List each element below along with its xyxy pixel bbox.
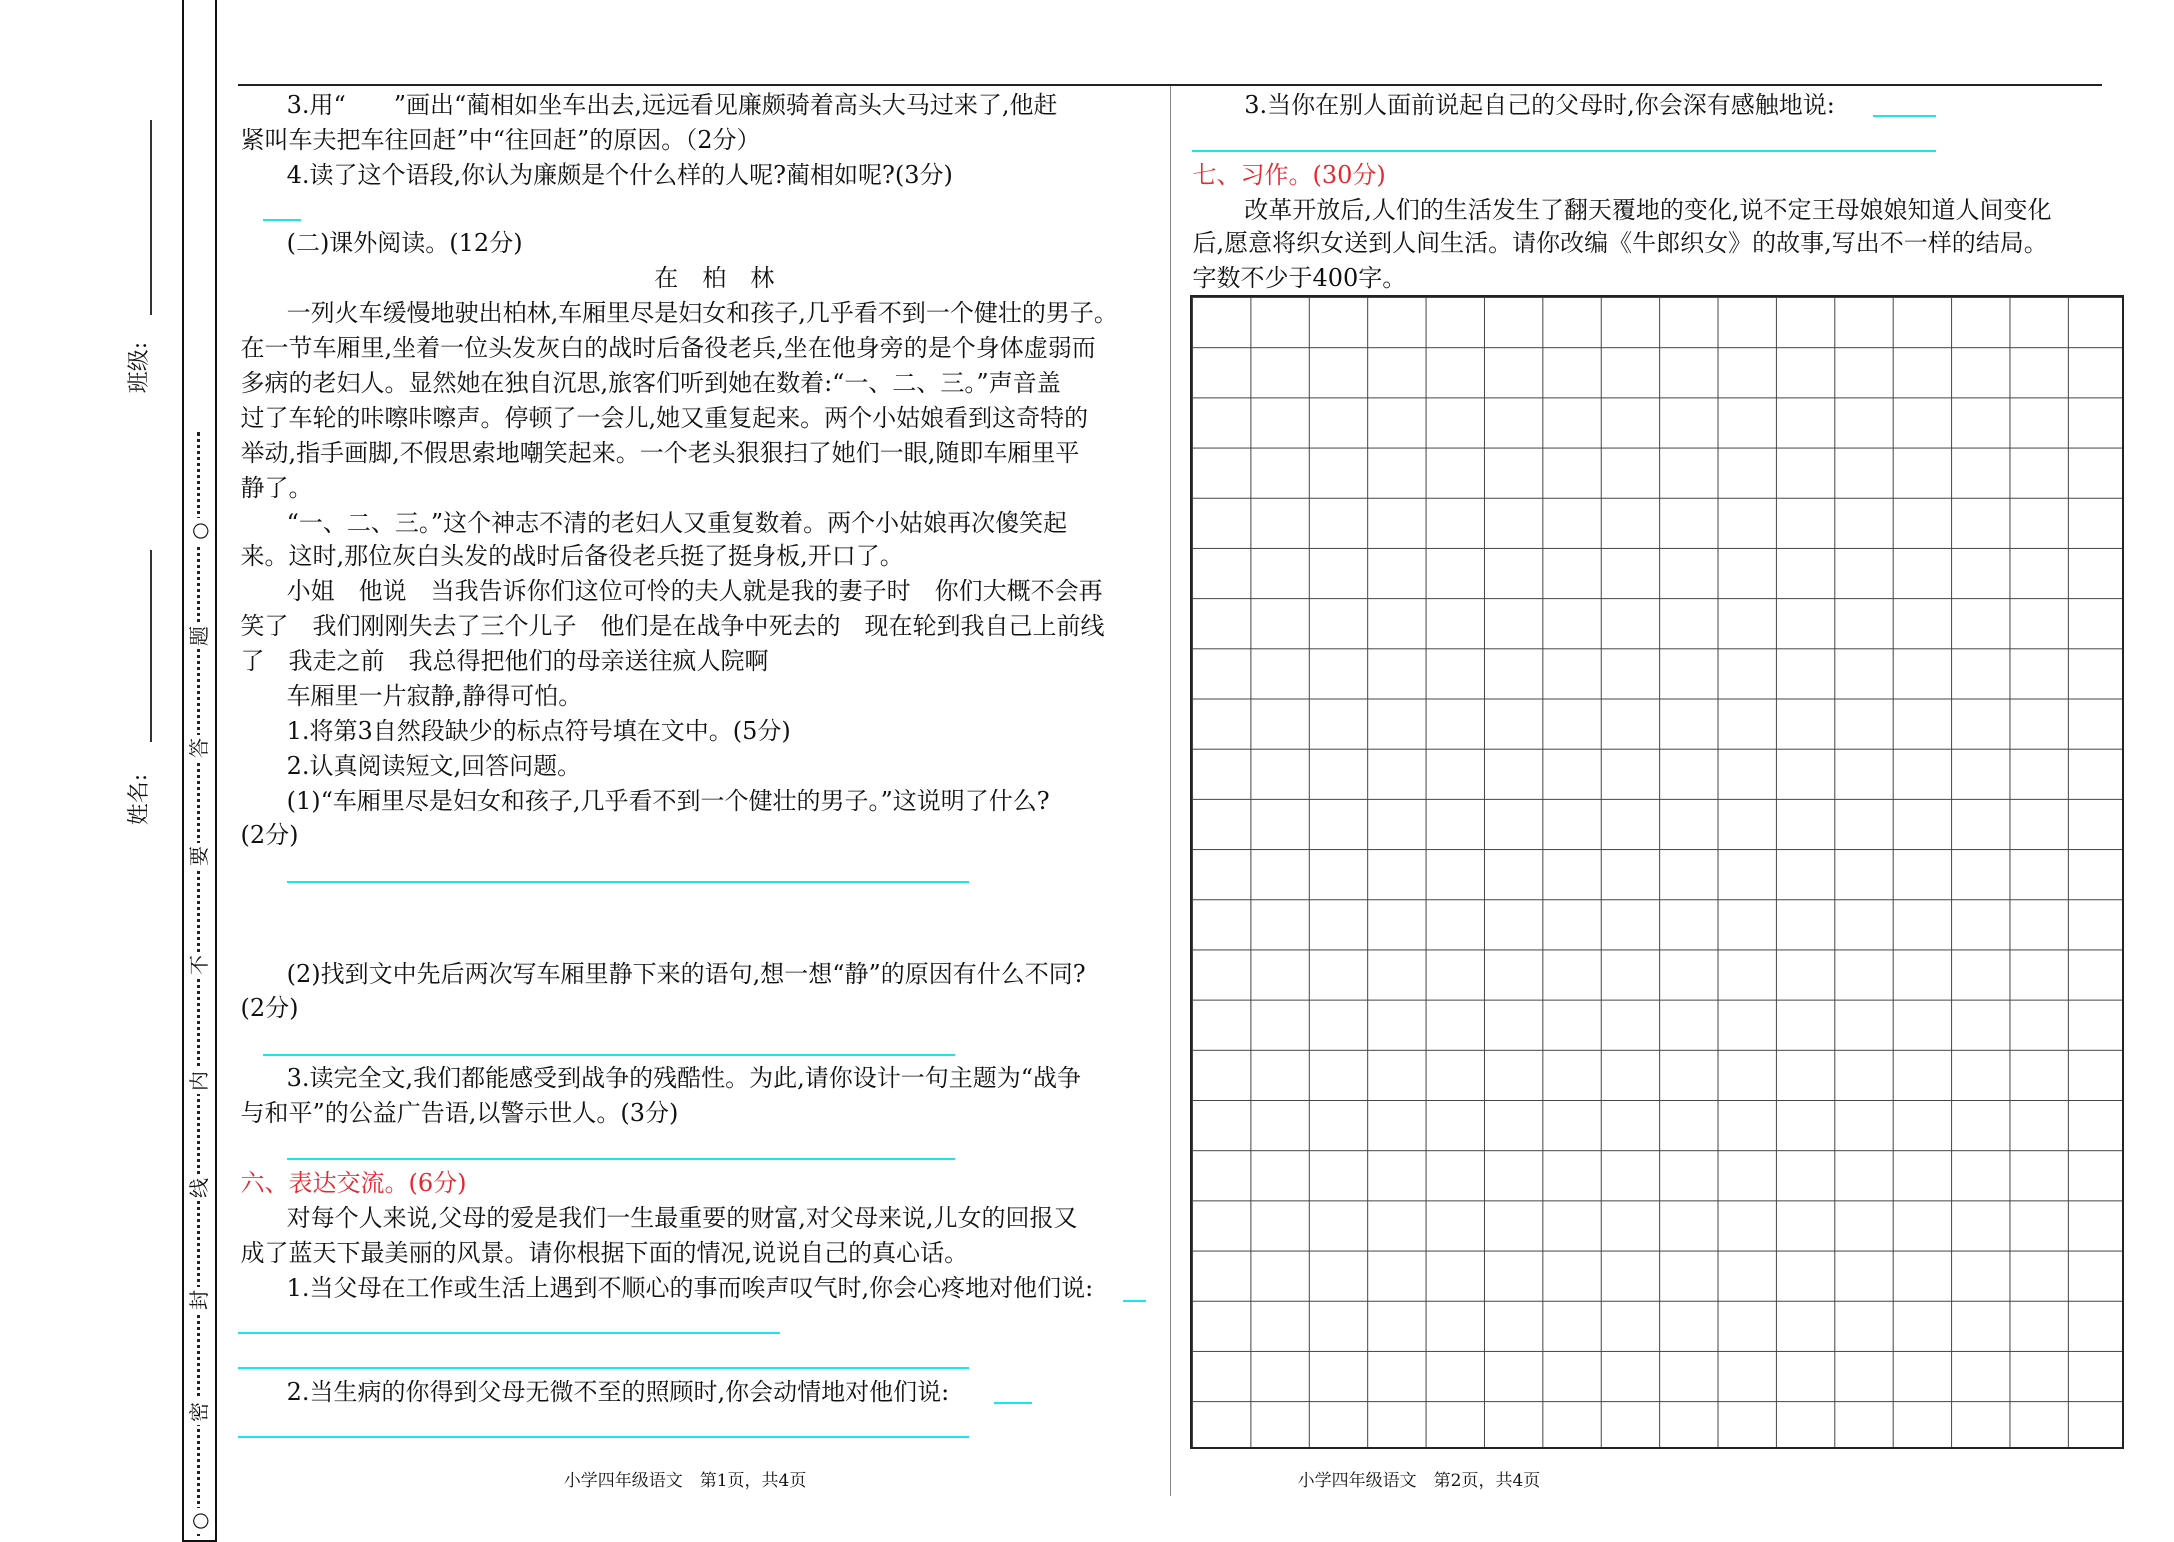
- text-line: 与和平”的公益广告语,以警示世人。(3分): [240, 1098, 679, 1127]
- name-label: 姓名:: [127, 773, 153, 826]
- text-line: 在 柏 林: [654, 264, 775, 293]
- text-line: 静了。: [240, 473, 313, 502]
- seal-char: 线: [186, 1175, 212, 1201]
- text-line: 车厢里一片寂静,静得可怕。: [286, 682, 583, 711]
- answer-line[interactable]: [1873, 115, 1936, 117]
- page-footer: 小学四年级语文 第1页，共4页: [563, 1470, 807, 1491]
- answer-line[interactable]: [287, 881, 969, 883]
- text-line: (2分): [240, 993, 299, 1022]
- text-line: 字数不少于400字。: [1192, 264, 1407, 293]
- seal-char: 不: [186, 952, 212, 978]
- text-line: 举动,指手画脚,不假思索地嘲笑起来。一个老头狠狠扫了她们一眼,随即车厢里平: [240, 438, 1080, 467]
- answer-line[interactable]: [263, 1054, 955, 1056]
- answer-line[interactable]: [287, 1158, 955, 1160]
- text-line: (2)找到文中先后两次写车厢里静下来的语句,想一想“静”的原因有什么不同?: [286, 960, 1086, 989]
- text-line: 小姐 他说 当我告诉你们这位可怜的夫人就是我的妻子时 你们大概不会再: [286, 577, 1103, 606]
- answer-line[interactable]: [238, 1332, 780, 1334]
- seal-char: 封: [186, 1287, 212, 1313]
- text-line: 2.认真阅读短文,回答问题。: [286, 752, 582, 781]
- page-footer: 小学四年级语文 第2页，共4页: [1297, 1470, 1541, 1491]
- text-line: 3.用“ ”画出“蔺相如坐车出去,远远看见廉颇骑着高头大马过来了,他赶: [286, 90, 1058, 119]
- text-line: 了 我走之前 我总得把他们的母亲送往疯人院啊: [240, 647, 769, 676]
- text-line: (二)课外阅读。(12分): [286, 229, 523, 258]
- text-line: 在一节车厢里,坐着一位头发灰白的战时后备役老兵,坐在他身旁的是个身体虚弱而: [240, 334, 1096, 363]
- answer-line[interactable]: [1123, 1300, 1147, 1302]
- answer-line[interactable]: [238, 1367, 969, 1369]
- class-field[interactable]: [150, 120, 152, 315]
- text-line: 笑了 我们刚刚失去了三个儿子 他们是在战争中死去的 现在轮到我自己上前线: [240, 612, 1105, 641]
- answer-line[interactable]: [238, 1436, 969, 1438]
- text-line: 过了车轮的咔嚓咔嚓声。停顿了一会儿,她又重复起来。两个小姑娘看到这奇特的: [240, 404, 1089, 432]
- text-line: 来。这时,那位灰白头发的战时后备役老兵挺了挺身板,开口了。: [240, 542, 904, 571]
- name-field[interactable]: [150, 550, 152, 742]
- seal-char: ○: [186, 518, 212, 544]
- class-label: 班级:: [127, 341, 153, 394]
- answer-line[interactable]: [1192, 150, 1936, 152]
- text-line: 多病的老妇人。显然她在独自沉思,旅客们听到她在数着:“一、二、三。”声音盖: [240, 369, 1061, 398]
- text-line: 紧叫车夫把车往回赶”中“往回赶”的原因。（2分）: [240, 125, 761, 154]
- text-line: 对每个人来说,父母的爱是我们一生最重要的财富,对父母来说,儿女的回报又: [286, 1203, 1078, 1232]
- text-line: 2.当生病的你得到父母无微不至的照顾时,你会动情地对他们说:: [286, 1378, 950, 1407]
- text-line: 3.当你在别人面前说起自己的父母时,你会深有感触地说:: [1244, 90, 1835, 119]
- text-line: 1.将第3自然段缺少的标点符号填在文中。(5分): [286, 717, 791, 746]
- answer-line[interactable]: [994, 1402, 1032, 1404]
- seal-char: 要: [186, 843, 212, 869]
- text-line: 1.当父母在工作或生活上遇到不顺心的事而唉声叹气时,你会心疼地对他们说:: [286, 1273, 1094, 1302]
- text-line: 4.读了这个语段,你认为廉颇是个什么样的人呢?蔺相如呢?(3分): [286, 160, 953, 189]
- section-heading: 六、表达交流。(6分): [240, 1168, 467, 1197]
- text-line: (1)“车厢里尽是妇女和孩子,几乎看不到一个健壮的男子。”这说明了什么?: [286, 787, 1050, 816]
- answer-line[interactable]: [263, 219, 301, 221]
- seal-char: 内: [186, 1068, 212, 1094]
- seal-char: 密: [186, 1399, 212, 1425]
- text-line: 改革开放后,人们的生活发生了翻天覆地的变化,说不定王母娘娘知道人间变化: [1244, 195, 2052, 224]
- composition-writing-grid[interactable]: [1190, 295, 2124, 1449]
- text-line: “一、二、三。”这个神志不清的老妇人又重复数着。两个小姑娘再次傻笑起: [286, 508, 1068, 537]
- section-heading: 七、习作。(30分): [1192, 160, 1386, 189]
- text-line: (2分): [240, 820, 299, 849]
- text-line: 后,愿意将织女送到人间生活。请你改编《牛郎织女》的故事,写出不一样的结局。: [1192, 229, 2048, 258]
- seal-char: 题: [186, 623, 212, 649]
- seal-dotted-line: [197, 432, 200, 1536]
- text-line: 成了蓝天下最美丽的风景。请你根据下面的情况,说说自己的真心话。: [240, 1238, 969, 1267]
- seal-char: ○: [186, 1508, 212, 1534]
- text-line: 一列火车缓慢地驶出柏林,车厢里尽是妇女和孩子,几乎看不到一个健壮的男子。: [286, 299, 1118, 328]
- seal-char: 答: [186, 735, 212, 761]
- column-divider: [1170, 86, 1171, 1496]
- text-line: 3.读完全文,我们都能感受到战争的残酷性。为此,请你设计一句主题为“战争: [286, 1063, 1082, 1092]
